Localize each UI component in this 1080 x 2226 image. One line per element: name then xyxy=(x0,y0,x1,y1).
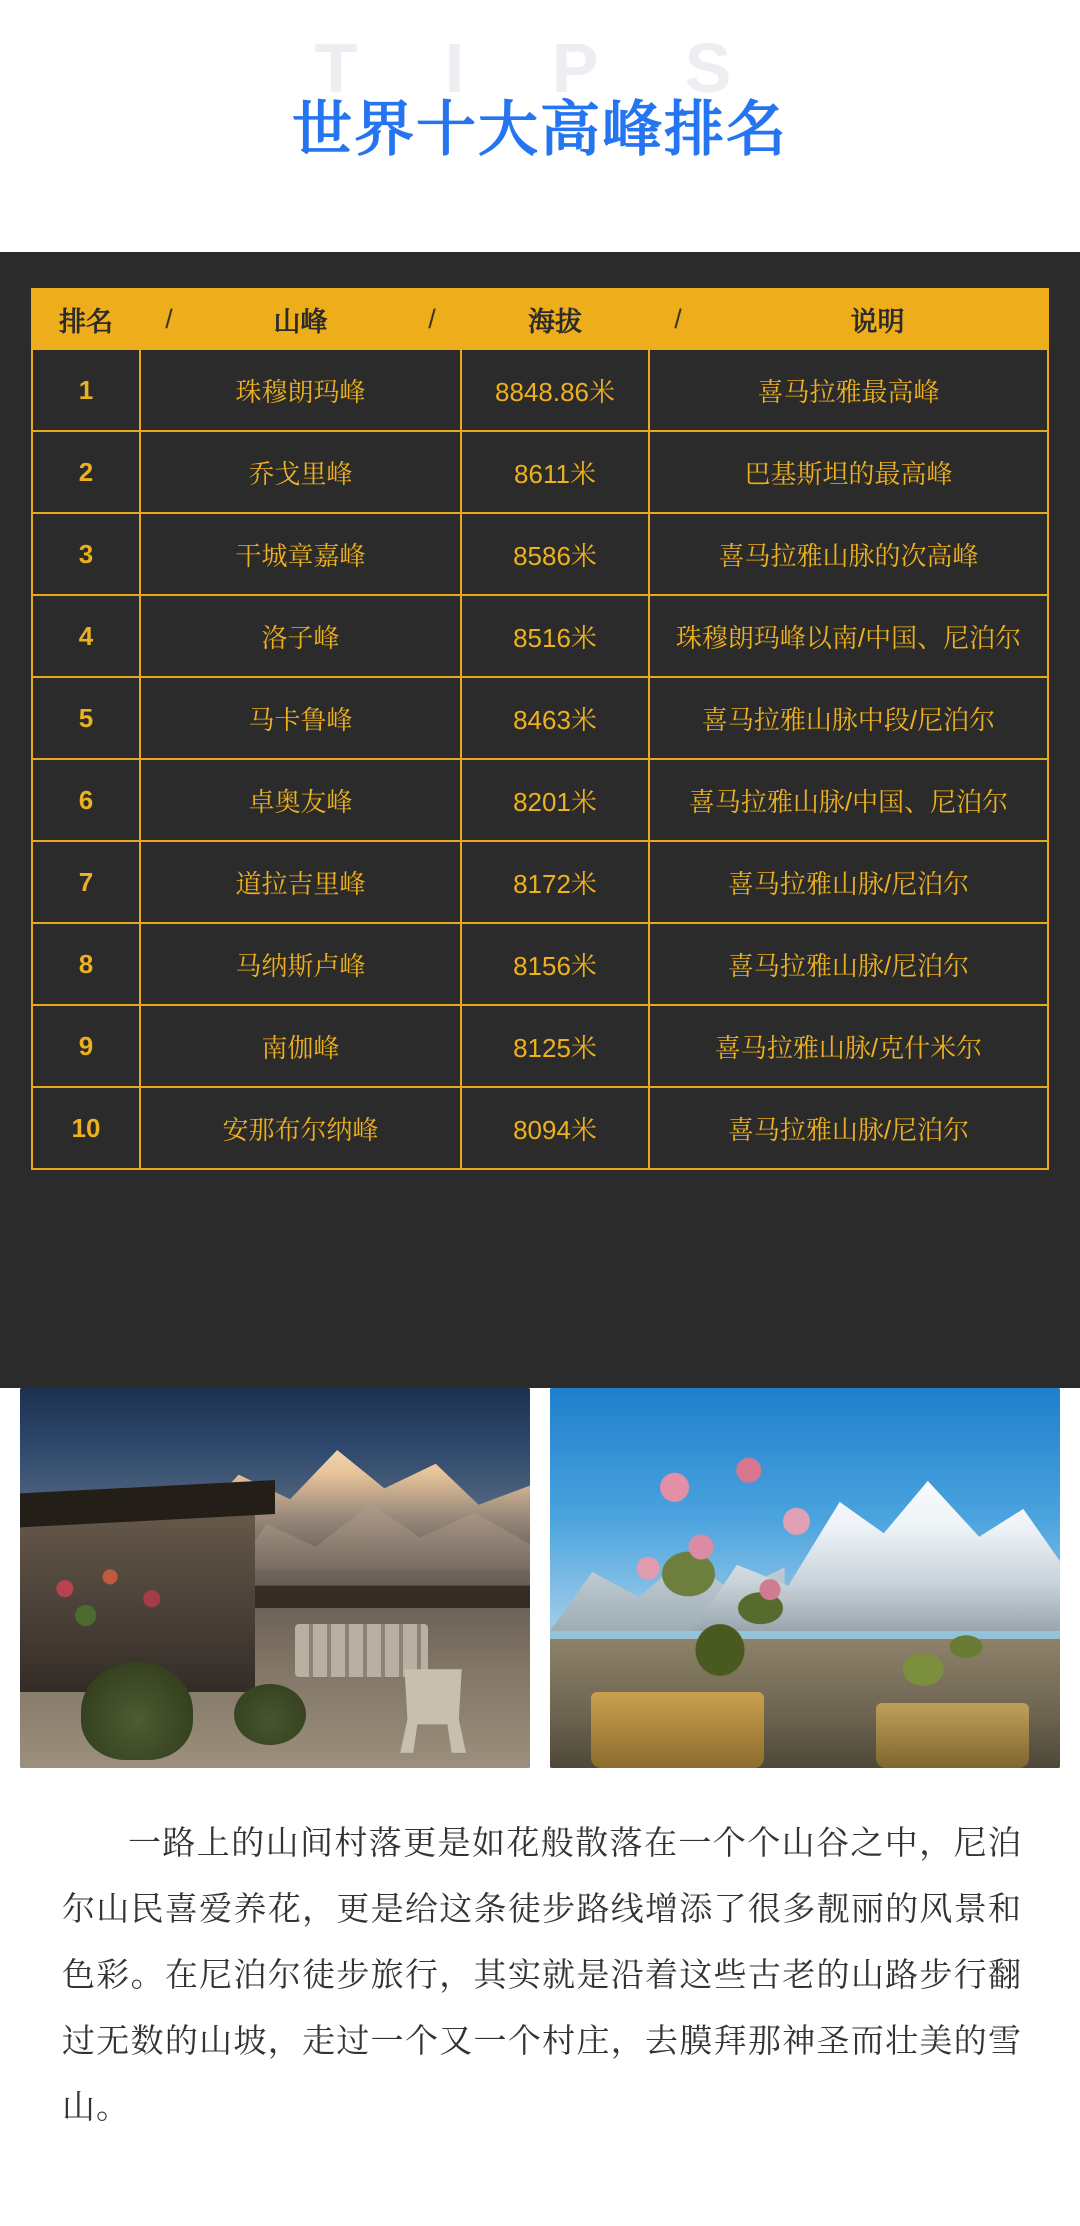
column-separator-3: / xyxy=(649,289,707,349)
cell-description: 喜马拉雅最高峰 xyxy=(649,349,1048,431)
cell-peak: 卓奥友峰 xyxy=(140,759,461,841)
cell-rank: 8 xyxy=(32,923,140,1005)
column-separator-2: / xyxy=(403,289,461,349)
table-row xyxy=(32,841,1048,923)
column-separator-1: / xyxy=(140,289,198,349)
cell-rank: 4 xyxy=(32,595,140,677)
column-header-altitude: 海拔 xyxy=(461,289,649,349)
bush-shape xyxy=(81,1662,193,1761)
page-title: 世界十大高峰排名 xyxy=(292,96,788,163)
table-row xyxy=(32,759,1048,841)
column-header-description: 说明 xyxy=(707,289,1048,349)
photo-gallery xyxy=(0,1388,1080,1768)
cell-description: 珠穆朗玛峰以南/中国、尼泊尔 xyxy=(649,595,1048,677)
stone-wall-shape xyxy=(295,1624,428,1677)
cell-altitude: 8172米 xyxy=(461,841,649,923)
table-header xyxy=(32,289,1048,349)
cell-rank: 5 xyxy=(32,677,140,759)
sprout-shape xyxy=(866,1601,1009,1715)
cell-peak: 南伽峰 xyxy=(140,1005,461,1087)
table-row xyxy=(32,595,1048,677)
cell-altitude: 8586米 xyxy=(461,513,649,595)
cell-description: 喜马拉雅山脉/中国、尼泊尔 xyxy=(649,759,1048,841)
cell-altitude: 8516米 xyxy=(461,595,649,677)
cell-description: 巴基斯坦的最高峰 xyxy=(649,431,1048,513)
table-header-row xyxy=(32,289,1048,349)
cell-description: 喜马拉雅山脉/克什米尔 xyxy=(649,1005,1048,1087)
bush-shape-small xyxy=(234,1684,305,1745)
cell-peak: 珠穆朗玛峰 xyxy=(140,349,461,431)
watermark-text: T I P S xyxy=(314,29,766,107)
cell-rank: 7 xyxy=(32,841,140,923)
cell-altitude: 8094米 xyxy=(461,1087,649,1169)
cell-peak: 洛子峰 xyxy=(140,595,461,677)
ranking-table-section xyxy=(0,252,1080,1388)
cell-peak: 乔戈里峰 xyxy=(140,431,461,513)
table-row xyxy=(32,431,1048,513)
blossom-cluster-shape xyxy=(611,1449,876,1662)
cell-altitude: 8125米 xyxy=(461,1005,649,1087)
table-row xyxy=(32,1005,1048,1087)
cell-rank: 2 xyxy=(32,431,140,513)
table-row xyxy=(32,349,1048,431)
cell-altitude: 8201米 xyxy=(461,759,649,841)
table-body xyxy=(32,349,1048,1169)
table-row xyxy=(32,513,1048,595)
cell-description: 喜马拉雅山脉中段/尼泊尔 xyxy=(649,677,1048,759)
table-row xyxy=(32,1087,1048,1169)
cell-altitude: 8611米 xyxy=(461,431,649,513)
flower-cluster-shape xyxy=(30,1555,203,1639)
photo-flowers-and-peak xyxy=(550,1388,1060,1768)
cell-description: 喜马拉雅山脉的次高峰 xyxy=(649,513,1048,595)
cell-rank: 10 xyxy=(32,1087,140,1169)
cell-rank: 9 xyxy=(32,1005,140,1087)
table-row xyxy=(32,677,1048,759)
cell-peak: 安那布尔纳峰 xyxy=(140,1087,461,1169)
cell-rank: 6 xyxy=(32,759,140,841)
article-paragraph: 一路上的山间村落更是如花般散落在一个个山谷之中，尼泊尔山民喜爱养花，更是给这条徒步路线增添了很多靓丽的风景和色彩。在尼泊尔徒步旅行，其实就是沿着这些古老的山路步行翻过无数的山坡，走过一个又一个村庄，去膜拜那神圣而壮美的雪山。 xyxy=(62,1824,1022,2125)
peak-ranking-table xyxy=(31,288,1049,1170)
table-row xyxy=(32,923,1048,1005)
cell-peak: 马纳斯卢峰 xyxy=(140,923,461,1005)
cell-peak: 干城章嘉峰 xyxy=(140,513,461,595)
cell-peak: 道拉吉里峰 xyxy=(140,841,461,923)
column-header-peak: 山峰 xyxy=(198,289,403,349)
column-header-rank: 排名 xyxy=(32,289,140,349)
page-header xyxy=(0,0,1080,250)
cell-altitude: 8463米 xyxy=(461,677,649,759)
cell-description: 喜马拉雅山脉/尼泊尔 xyxy=(649,1087,1048,1169)
cell-peak: 马卡鲁峰 xyxy=(140,677,461,759)
cell-description: 喜马拉雅山脉/尼泊尔 xyxy=(649,923,1048,1005)
cell-altitude: 8156米 xyxy=(461,923,649,1005)
cell-rank: 1 xyxy=(32,349,140,431)
photo-village-lodge xyxy=(20,1388,530,1768)
cell-altitude: 8848.86米 xyxy=(461,349,649,431)
cell-rank: 3 xyxy=(32,513,140,595)
cell-description: 喜马拉雅山脉/尼泊尔 xyxy=(649,841,1048,923)
